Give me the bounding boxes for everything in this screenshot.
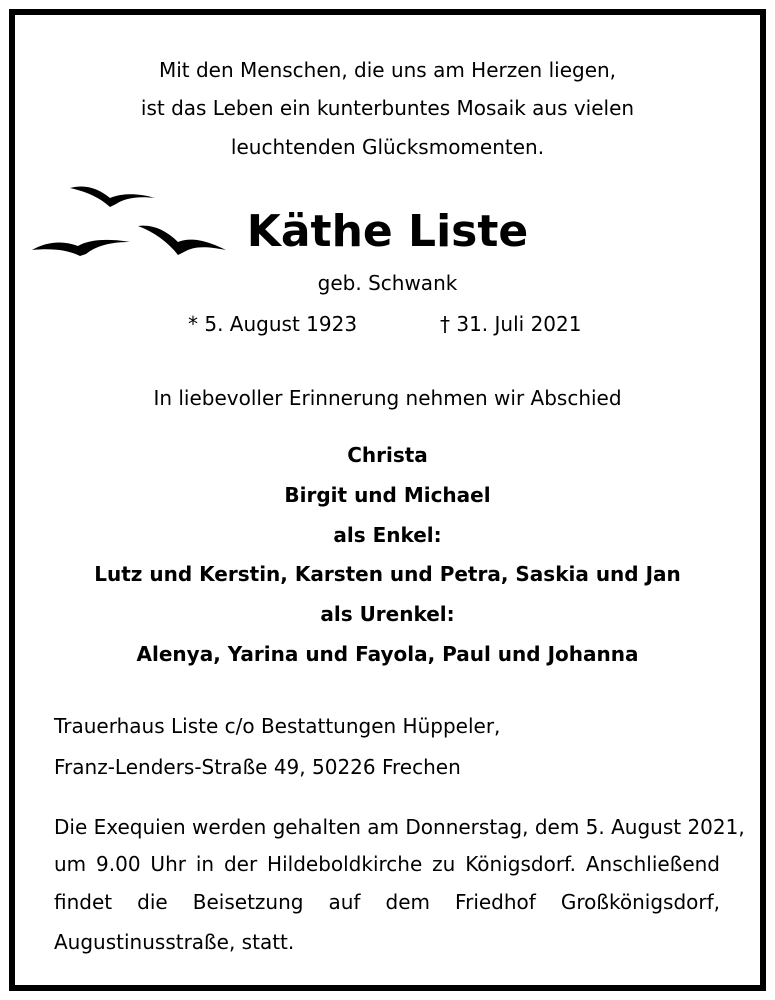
service-line-1: Die Exequien werden gehalten am Donnerstag, dem 5. August 2021, — [54, 815, 745, 839]
birth-name: geb. Schwank — [317, 271, 458, 295]
service-line-3: findet die Beisetzung auf dem Friedhof Großkönigsdorf, — [54, 890, 720, 914]
poem-line-1: Mit den Menschen, die uns am Herzen liegen, — [158, 58, 617, 82]
mourner-line: Alenya, Yarina und Fayola, Paul und Johanna — [136, 642, 639, 666]
bird-icon — [70, 186, 155, 207]
service-line-2: um 9.00 Uhr in der Hildeboldkirche zu Königsdorf. Anschließend — [54, 852, 720, 876]
birth-date: * 5. August 1923 — [188, 312, 358, 336]
address-line-2: Franz-Lenders-Straße 49, 50226 Frechen — [54, 755, 461, 779]
address-line-1: Trauerhaus Liste c/o Bestattungen Hüppeler, — [54, 714, 501, 738]
mourner-heading-great-grandchildren: als Urenkel: — [320, 602, 455, 626]
mourner-line: Christa — [347, 443, 428, 467]
poem-line-2: ist das Leben ein kunterbuntes Mosaik aus vielen — [140, 96, 635, 120]
deceased-name: Käthe Liste — [246, 206, 529, 257]
mourner-line: Birgit und Michael — [284, 483, 491, 507]
death-date: † 31. Juli 2021 — [440, 312, 582, 336]
mourner-line: Lutz und Kerstin, Karsten und Petra, Saskia und Jan — [94, 562, 681, 586]
service-line-4: Augustinusstraße, statt. — [54, 930, 295, 954]
farewell-text: In liebevoller Erinnerung nehmen wir Abschied — [153, 386, 622, 410]
poem-line-3: leuchtenden Glücksmomenten. — [230, 135, 545, 159]
mourner-heading-grandchildren: als Enkel: — [333, 523, 442, 547]
